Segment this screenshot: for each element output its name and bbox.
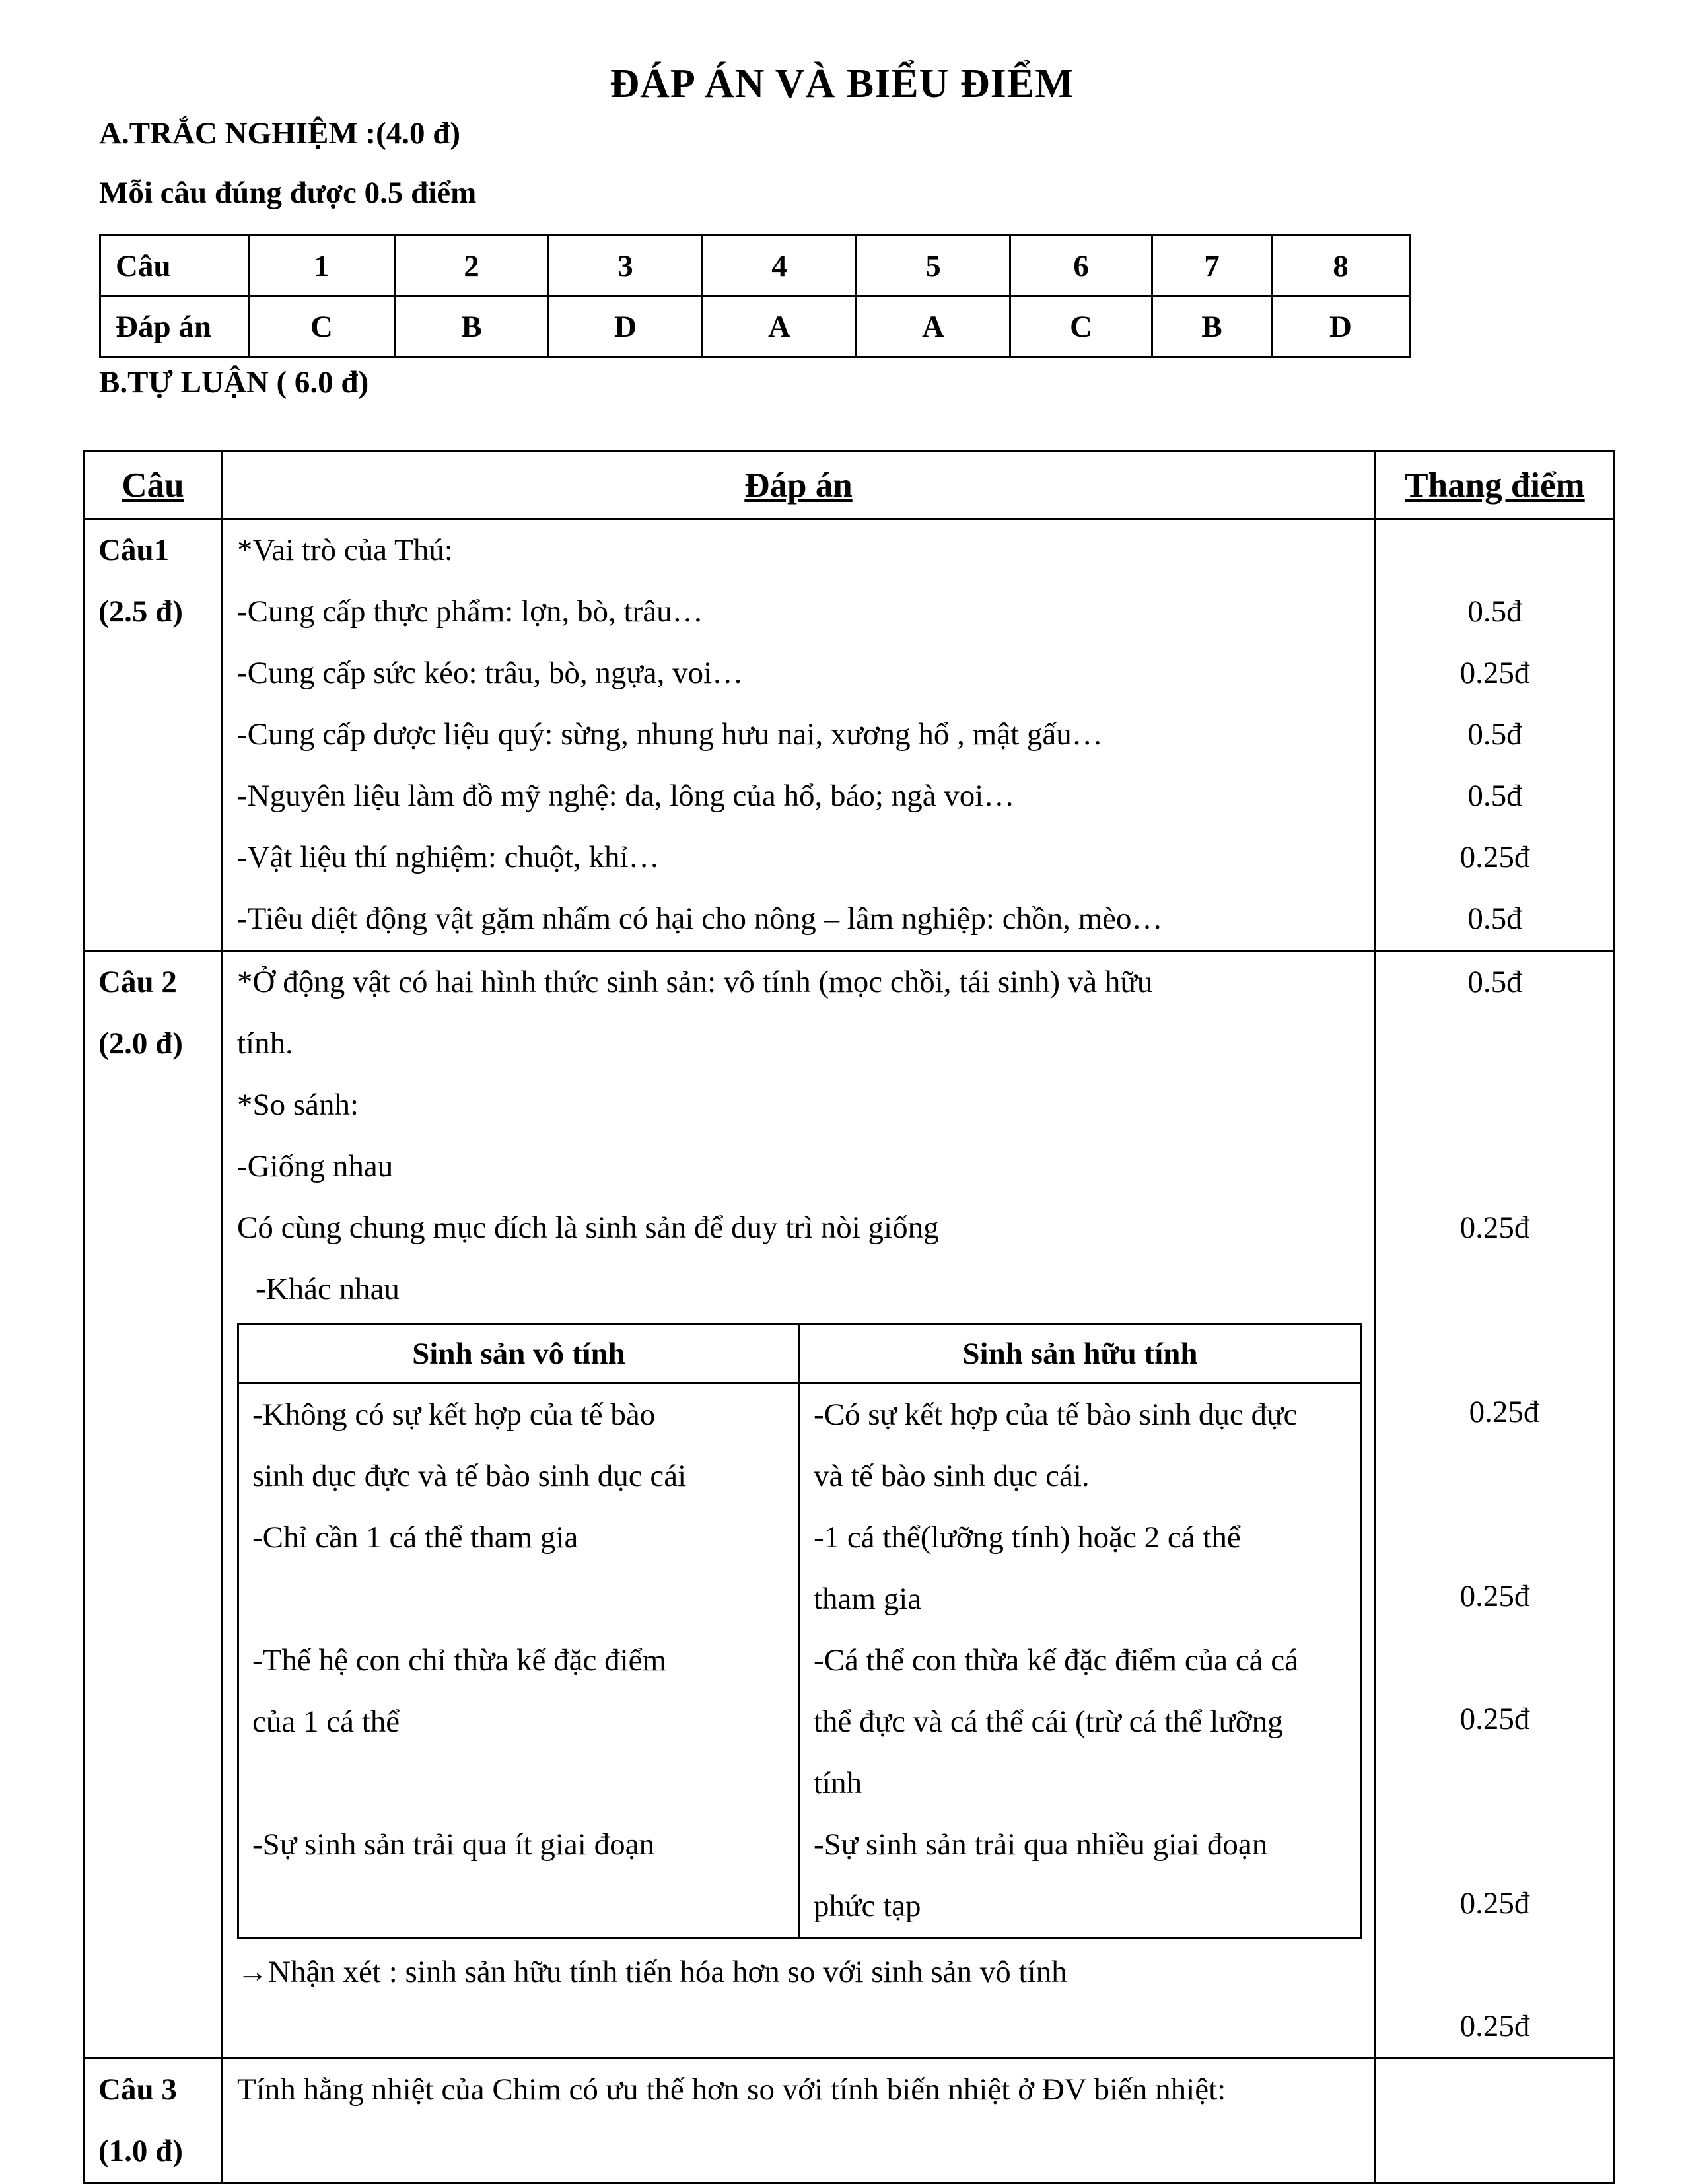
answer-line: Có cùng chung mục đích là sinh sản để duy trì nòi giống — [237, 1211, 939, 1245]
question-3-row — [85, 2059, 1615, 2183]
answer-line: -Vật liệu thí nghiệm: chuột, khỉ… — [237, 840, 660, 874]
score-value — [1376, 1627, 1613, 1689]
answer-line: *Vai trò của Thú: — [237, 533, 453, 567]
question-1-row — [85, 519, 1615, 951]
question-3-answer — [222, 2059, 1376, 2183]
multiple-choice-table — [99, 234, 1411, 358]
score-value: 0.25đ — [1459, 1579, 1530, 1613]
comparison-col-sexual: Sinh sản hữu tính — [800, 1324, 1361, 1384]
score-value: 0.5đ — [1467, 965, 1522, 999]
score-value: 0.25đ — [1459, 1211, 1530, 1245]
comparison-line — [252, 1876, 798, 1937]
answer-letter: D — [549, 297, 703, 357]
answer-line: *Ở động vật có hai hình thức sinh sản: vô tính (mọc chồi, tái sinh) và hữu — [237, 965, 1153, 999]
question-number: 2 — [395, 236, 549, 297]
score-value — [1376, 1750, 1613, 1812]
question-1-label: Câu1 (2.5 đ) — [85, 519, 222, 951]
essay-answer-table — [83, 450, 1615, 2184]
comparison-line: -Sự sinh sản trải qua nhiều giai đoạn — [814, 1827, 1268, 1862]
header-question: Câu — [85, 452, 222, 519]
part-a-heading: A.TRẮC NGHIỆM :(4.0 đ) — [99, 116, 461, 151]
comparison-line — [252, 1753, 798, 1814]
question-number: 4 — [703, 236, 857, 297]
score-value — [1376, 1504, 1613, 1566]
score-value: 0.5đ — [1467, 779, 1522, 813]
score-value — [1376, 1812, 1613, 1873]
page-title: ĐÁP ÁN VÀ BIỂU ĐIỂM — [610, 61, 1074, 106]
question-2-label: Câu 2 (2.0 đ) — [85, 951, 222, 2059]
question-number: 5 — [857, 236, 1010, 297]
score-value: 0.25đ — [1459, 1886, 1530, 1920]
comparison-line: sinh dục đực và tế bào sinh dục cái — [252, 1459, 687, 1493]
answer-letter: A — [857, 297, 1010, 357]
comparison-line: và tế bào sinh dục cái. — [814, 1459, 1090, 1493]
score-value: 0.5đ — [1467, 594, 1522, 629]
comparison-asexual-cell — [238, 1384, 800, 1938]
question-2-row — [85, 951, 1615, 2059]
score-value — [1376, 1074, 1613, 1136]
question-2-scores — [1376, 951, 1615, 2059]
comparison-table — [237, 1323, 1362, 1939]
comparison-line: thể đực và cá thể cái (trừ cá thể lưỡng — [814, 1705, 1283, 1739]
answer-letter: A — [703, 297, 857, 357]
answer-line: -Nguyên liệu làm đồ mỹ nghệ: da, lông của hổ, báo; ngà voi… — [237, 779, 1015, 813]
question-1-answer — [222, 519, 1376, 951]
comparison-line: phức tạp — [814, 1889, 921, 1923]
comparison-line: -1 cá thể(lưỡng tính) hoặc 2 cá thể — [814, 1520, 1241, 1555]
comparison-line: -Không có sự kết hợp của tế bào — [252, 1397, 656, 1432]
score-value — [1376, 520, 1613, 581]
question-3-label: Câu 3 (1.0 đ) — [85, 2059, 222, 2183]
question-number: 8 — [1272, 236, 1410, 297]
question-2-answer — [222, 951, 1376, 2059]
score-value: 0.25đ — [1459, 1702, 1530, 1736]
answer-text: Tính hằng nhiệt của Chim có ưu thế hơn so với tính biến nhiệt ở ĐV biến nhiệt: — [237, 2072, 1226, 2107]
score-value: 0.25đ — [1459, 2009, 1530, 2043]
header-answer: Đáp án — [222, 452, 1376, 519]
row-label-answer: Đáp án — [100, 297, 249, 357]
answer-line: -Tiêu diệt động vật gặm nhấm có hại cho nông – lâm nghiệp: chồn, mèo… — [237, 901, 1163, 936]
comparison-line: tính — [814, 1766, 862, 1800]
question-number: 1 — [249, 236, 395, 297]
comparison-line — [252, 1568, 798, 1630]
comparison-header-row — [238, 1324, 1361, 1384]
score-value: 0.25đ — [1459, 840, 1530, 874]
answer-line: -Cung cấp dược liệu quý: sừng, nhung hưu nai, xương hổ , mật gấu… — [237, 717, 1103, 752]
answer-letter: C — [1010, 297, 1152, 357]
answer-letter: D — [1272, 297, 1410, 357]
comparison-line: tham gia — [814, 1582, 922, 1616]
score-value — [1376, 1013, 1613, 1074]
score-value: 0.25đ — [1459, 656, 1530, 690]
answer-line: -Giống nhau — [237, 1149, 394, 1183]
answer-line: -Cung cấp thực phẩm: lợn, bò, trâu… — [237, 594, 703, 629]
question-number: 6 — [1010, 236, 1152, 297]
score-value: 0.5đ — [1467, 717, 1522, 752]
question-3-scores — [1376, 2059, 1615, 2183]
question-number: 7 — [1152, 236, 1272, 297]
score-value — [1376, 1136, 1613, 1197]
row-label-question: Câu — [100, 236, 249, 297]
answer-letter: B — [1152, 297, 1272, 357]
comparison-line: -Có sự kết hợp của tế bào sinh dục đực — [814, 1397, 1298, 1432]
question-row — [100, 236, 1410, 297]
score-value — [1376, 1443, 1613, 1504]
conclusion-line: →Nhận xét : sinh sản hữu tính tiến hóa hơn so với sinh sản vô tính — [237, 1955, 1067, 1989]
question-number: 3 — [549, 236, 703, 297]
comparison-col-asexual: Sinh sản vô tính — [238, 1324, 800, 1384]
comparison-line: -Chỉ cần 1 cá thể tham gia — [252, 1520, 579, 1555]
answer-letter: B — [395, 297, 549, 357]
part-b-heading: B.TỰ LUẬN ( 6.0 đ) — [99, 365, 369, 400]
answer-line: tính. — [237, 1026, 293, 1061]
comparison-line: -Cá thể con thừa kế đặc điểm của cả cá — [814, 1643, 1299, 1677]
comparison-sexual-cell — [800, 1384, 1361, 1938]
comparison-line: -Sự sinh sản trải qua ít giai đoạn — [252, 1827, 654, 1862]
comparison-body-row — [238, 1384, 1361, 1938]
comparison-line: -Thế hệ con chỉ thừa kế đặc điểm — [252, 1643, 667, 1677]
answer-line: -Khác nhau — [256, 1272, 400, 1306]
score-value: 0.5đ — [1467, 901, 1522, 936]
question-1-scores — [1376, 519, 1615, 951]
score-value — [1376, 1934, 1613, 1996]
header-score: Thang điểm — [1376, 452, 1615, 519]
comparison-line: của 1 cá thể — [252, 1705, 400, 1739]
part-a-note: Mỗi câu đúng được 0.5 điểm — [99, 176, 477, 210]
score-value — [1376, 1259, 1613, 1320]
score-value — [1376, 1320, 1613, 1382]
essay-header-row — [85, 452, 1615, 519]
answer-line: *So sánh: — [237, 1088, 359, 1122]
answer-line: -Cung cấp sức kéo: trâu, bò, ngựa, voi… — [237, 656, 744, 690]
score-value: 0.25đ — [1469, 1395, 1539, 1429]
answer-row — [100, 297, 1410, 357]
answer-letter: C — [249, 297, 395, 357]
